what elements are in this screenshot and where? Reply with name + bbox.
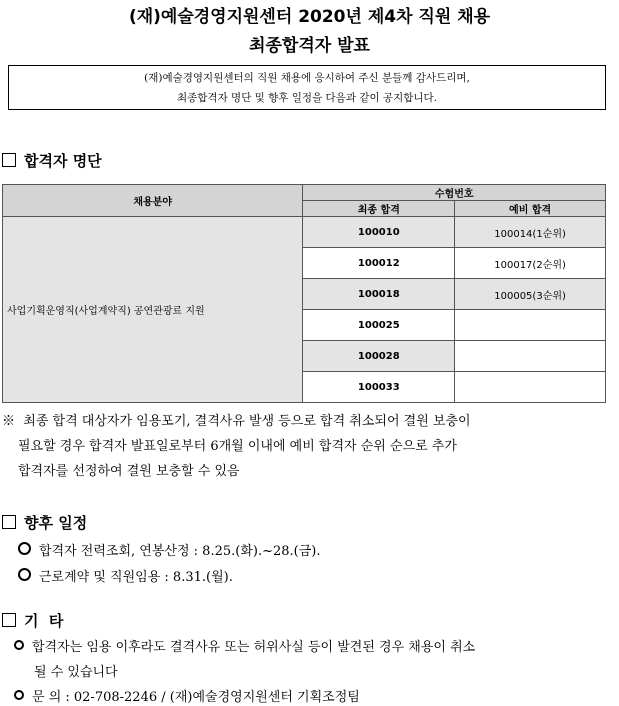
schedule-item: 근로계약 및 직원임용 : 8.31.(월). (18, 566, 233, 585)
note-block (2, 409, 614, 484)
etc-item: 합격자는 임용 이후라도 결격사유 또는 허위사실 등이 발견된 경우 채용이 취소 (14, 636, 475, 655)
circle-bullet-icon (18, 568, 31, 581)
notice-box (8, 65, 606, 110)
reference-mark: ※ (2, 414, 16, 429)
reserve-number: 100014(1순위) (455, 217, 606, 248)
reserve-number (455, 372, 606, 403)
header-reserve: 예비 합격 (455, 201, 606, 217)
final-number: 100025 (303, 310, 455, 341)
reserve-number: 100017(2순위) (455, 248, 606, 279)
title-line-1: (재)예술경영지원센터 2020년 제4차 직원 채용 (128, 7, 491, 27)
final-number: 100012 (303, 248, 455, 279)
results-table (2, 184, 606, 403)
square-bullet-icon (2, 613, 16, 627)
final-number: 100010 (303, 217, 455, 248)
section-heading-schedule (2, 512, 87, 533)
header-field: 채용분야 (3, 185, 303, 217)
schedule-item: 합격자 전력조회, 연봉산정 : 8.25.(화).~28.(금). (18, 540, 321, 559)
reserve-number (455, 310, 606, 341)
table-row (3, 217, 606, 248)
header-final: 최종 합격 (303, 201, 455, 217)
header-exam-number: 수험번호 (303, 185, 606, 201)
notice-line-2: 최종합격자 명단 및 향후 일정을 다음과 같이 공지합니다. (177, 92, 437, 104)
final-number: 100018 (303, 279, 455, 310)
note-line-2: 필요할 경우 합격자 발표일로부터 6개월 이내에 예비 합격자 순위 순으로 추가 (18, 439, 457, 454)
title-line-2: 최종합격자 발표 (249, 36, 370, 56)
note-line-3: 합격자를 선정하여 결원 보충할 수 있음 (18, 464, 240, 479)
circle-bullet-icon (14, 690, 24, 700)
final-number: 100033 (303, 372, 455, 403)
note-line-1: ※ 최종 합격 대상자가 임용포기, 결격사유 발생 등으로 합격 취소되어 결원 보충이 (2, 414, 471, 429)
square-bullet-icon (2, 515, 16, 529)
reserve-number (455, 341, 606, 372)
notice-line-1: (재)예술경영지원센터의 직원 채용에 응시하여 주신 분들께 감사드리며, (144, 72, 470, 84)
section-heading-etc (2, 610, 63, 631)
etc-item-continued: 될 수 있습니다 (34, 665, 118, 680)
section-title: 합격자 명단 (24, 152, 102, 170)
final-number: 100028 (303, 341, 455, 372)
section-title: 향후 일정 (24, 514, 88, 532)
circle-bullet-icon (18, 542, 31, 555)
etc-item: 문 의 : 02-708-2246 / (재)예술경영지원센터 기획조정팀 (14, 686, 360, 705)
reserve-number: 100005(3순위) (455, 279, 606, 310)
circle-bullet-icon (14, 640, 24, 650)
field-cell: 사업기획운영직(사업계약직) 공연관광료 지원 (3, 217, 303, 403)
section-title: 기 타 (24, 612, 64, 630)
section-heading-results (2, 150, 102, 171)
square-bullet-icon (2, 153, 16, 167)
